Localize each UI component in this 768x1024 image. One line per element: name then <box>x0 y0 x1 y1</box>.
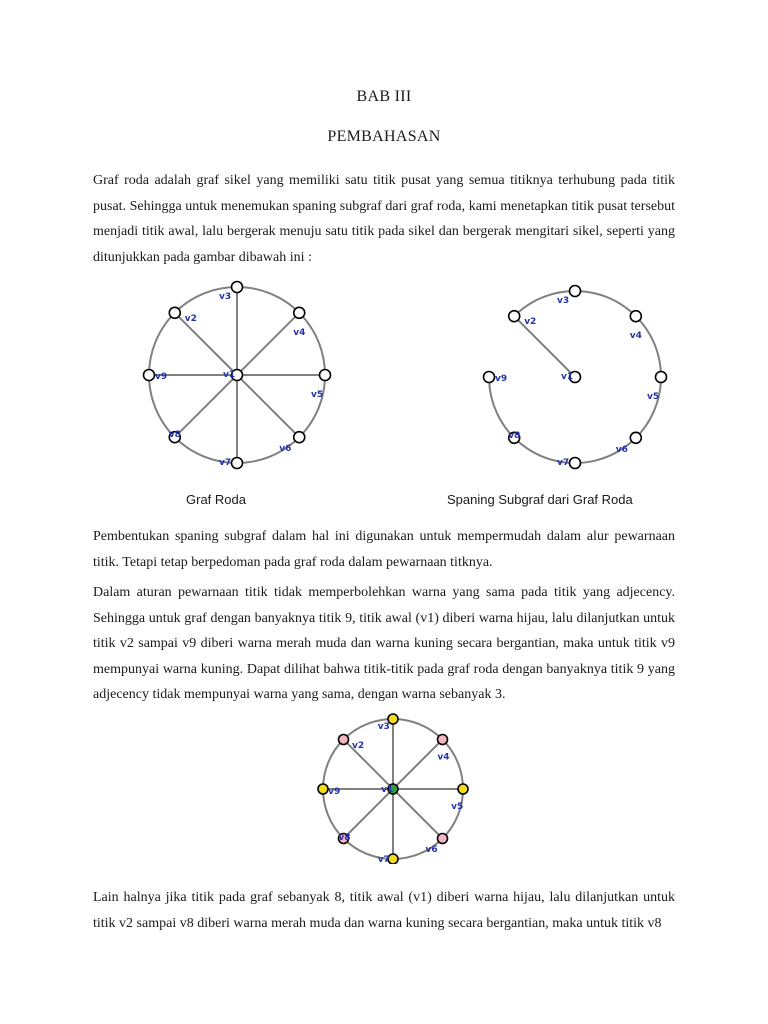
vertex-label-v8: v8 <box>168 430 181 441</box>
figure-spanning-subgraph <box>455 283 670 470</box>
vertex-label-v8: v8 <box>508 430 521 441</box>
vertex-label-v4: v4 <box>437 752 450 763</box>
vertex-v2 <box>169 307 180 318</box>
vertex-v9 <box>484 372 495 383</box>
paragraph-eight-vertices: Lain halnya jika titik pada graf sebanyak 8, titik awal (v1) diberi warna hijau, lalu dilanjutkan untuk titik v2 sampai v8 diberi warna merah muda dan warna kuning secara bergantian, maka untuk titik v8 <box>93 890 675 931</box>
vertex-label-v2: v2 <box>184 313 197 324</box>
figure-wheel-graph <box>115 280 345 472</box>
vertex-label-v7: v7 <box>219 458 232 468</box>
vertex-v9 <box>318 784 328 794</box>
caption-spanning-subgraph: Spaning Subgraf dari Graf Roda <box>447 492 633 507</box>
vertex-v4 <box>437 735 447 745</box>
vertex-v5 <box>320 370 331 381</box>
vertex-label-v4: v4 <box>629 331 642 342</box>
vertex-v6 <box>630 432 641 443</box>
figure-colored-wheel <box>288 712 483 864</box>
vertex-label-v6: v6 <box>279 444 292 455</box>
vertex-label-v6: v6 <box>615 444 628 455</box>
vertex-label-v9: v9 <box>495 374 508 384</box>
spoke-v8 <box>175 375 237 437</box>
vertex-label-v9: v9 <box>328 786 341 797</box>
vertex-v4 <box>294 307 305 318</box>
vertex-label-v1: v1 <box>381 785 394 796</box>
vertex-label-v7: v7 <box>557 458 570 468</box>
spanning-subgraph-diagram <box>455 283 670 470</box>
spoke-v6 <box>237 375 299 437</box>
paragraph-spanning: Pembentukan spaning subgraf dalam hal ini digunakan untuk mempermudah dalam alur pewarnaan titik. Tetapi tetap berpedoman pada graf roda dalam pewarnaan titknya. <box>93 529 675 570</box>
spoke-v6 <box>393 789 442 838</box>
vertex-v5 <box>656 372 667 383</box>
paragraph-intro: Graf roda adalah graf sikel yang memiliki satu titik pusat yang semua titiknya terhubung pada titik pusat. Sehingga untuk menemukan spaning subgraf dari graf roda, kami menetapkan titik pusat tersebut menjadi titik awal, lalu bergerak menuju satu titik pada sikel dan bergerak mengitari sikel, seperti yang ditunjukkan pada gambar dibawah ini : <box>93 173 675 265</box>
vertex-v9 <box>144 370 155 381</box>
vertex-v2 <box>509 311 520 322</box>
vertex-label-v5: v5 <box>647 392 660 402</box>
vertex-v6 <box>294 432 305 443</box>
vertex-label-v1: v1 <box>561 372 574 382</box>
vertex-label-v2: v2 <box>524 317 537 328</box>
vertex-v3 <box>570 286 581 297</box>
vertex-label-v3: v3 <box>557 296 570 306</box>
spoke-v2 <box>344 740 393 789</box>
vertex-label-v6: v6 <box>425 844 438 855</box>
vertex-label-v7: v7 <box>377 855 390 864</box>
wheel-graph-diagram <box>115 280 345 472</box>
caption-wheel-graph: Graf Roda <box>186 492 246 507</box>
vertex-label-v2: v2 <box>352 740 365 751</box>
vertex-v6 <box>437 833 447 843</box>
vertex-v7 <box>232 458 243 469</box>
section-title: PEMBAHASAN <box>327 128 441 145</box>
vertex-v7 <box>570 458 581 469</box>
vertex-label-v3: v3 <box>219 292 232 302</box>
vertex-label-v4: v4 <box>293 327 306 338</box>
vertex-label-v5: v5 <box>311 390 324 400</box>
vertex-v2 <box>339 735 349 745</box>
vertex-label-v8: v8 <box>338 832 351 843</box>
spoke-v4 <box>393 740 442 789</box>
spoke-v8 <box>344 789 393 838</box>
colored-wheel-diagram <box>288 712 483 864</box>
vertex-label-v9: v9 <box>155 372 168 382</box>
vertex-v5 <box>458 784 468 794</box>
vertex-label-v3: v3 <box>377 722 390 733</box>
vertex-label-v1: v1 <box>223 370 236 380</box>
paragraph-coloring-rule: Dalam aturan pewarnaan titik tidak memperbolehkan warna yang sama pada titik yang adjecency. Sehingga untuk graf dengan banyaknya titik 9, titik awal (v1) diberi warna hijau, lalu dilanjutkan untuk titik v2 sampai v9 diberi warna merah muda dan warna kuning secara bergantian, maka untuk titik v9 mempunyai warna kuning. Dapat dilihat bahwa titik-titik pada graf roda dengan banyaknya titik 9 yang adjecency tidak mempunyai warna yang sama, dengan warna sebanyak 3. <box>93 585 675 702</box>
vertex-label-v5: v5 <box>451 802 464 813</box>
chapter-title: BAB III <box>356 88 412 105</box>
spoke-v4 <box>237 313 299 375</box>
vertex-v4 <box>630 311 641 322</box>
vertex-v3 <box>232 282 243 293</box>
